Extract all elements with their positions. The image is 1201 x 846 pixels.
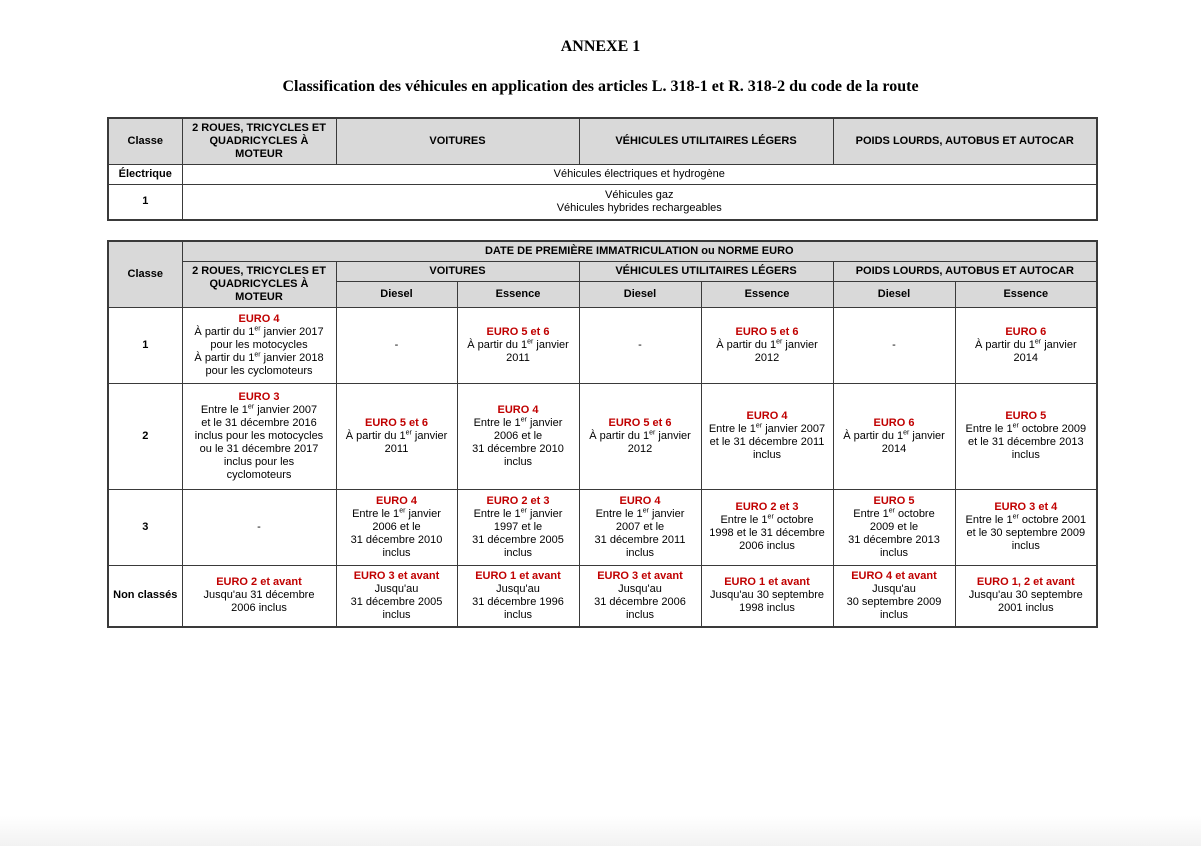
ordinal-superscript: er (1012, 513, 1019, 521)
header-cell: POIDS LOURDS, AUTOBUS ET AUTOCAR (833, 118, 1097, 164)
cell-text: janvier (405, 507, 441, 520)
euro-norm-label: EURO 1, 2 et avant (976, 576, 1075, 589)
cell-line (836, 339, 953, 352)
cell-text: janvier 2017 (260, 325, 324, 338)
ordinal-superscript: er (520, 506, 527, 514)
cell-line (836, 583, 953, 596)
cell-line (185, 365, 334, 378)
euro-norm-label: EURO 3 et 4 (994, 501, 1058, 513)
cell-line (704, 540, 831, 553)
cell-line (582, 430, 699, 443)
cell-text: 31 décembre 2011 (594, 533, 686, 546)
cell-line (185, 430, 334, 443)
ordinal-superscript: er (247, 402, 255, 410)
cell-line (582, 547, 699, 560)
cell-text: 30 septembre 2009 (846, 595, 942, 608)
cell-line (185, 602, 334, 615)
cell-text: janvier (526, 507, 563, 520)
cell-text: inclus (503, 608, 533, 621)
cell-line (339, 508, 455, 521)
euro-norm-label: EURO 3 et avant (353, 569, 440, 582)
cell-text: Jusqu'au (872, 582, 916, 595)
cell-line (704, 602, 831, 615)
cell-line (582, 508, 699, 521)
data-cell (579, 383, 701, 489)
cell-line (704, 352, 831, 365)
table-row (108, 307, 1097, 383)
cell-line (460, 596, 577, 609)
euro-norm-label: EURO 5 et 6 (608, 416, 672, 429)
header-cell: VÉHICULES UTILITAIRES LÉGERS (579, 118, 833, 164)
cell-text: Entre 1 (853, 507, 889, 520)
data-cell (579, 565, 701, 627)
data-cell (701, 489, 833, 565)
data-cell (457, 565, 579, 627)
table-row (108, 383, 1097, 489)
cell-text: 2006 et le (493, 429, 543, 442)
cell-text: janvier 2007 (762, 423, 826, 435)
cell-text: inclus (503, 455, 533, 468)
cell-text: - (892, 338, 896, 351)
cell-line (185, 456, 334, 469)
header-cell: 2 ROUES, TRICYCLES ET QUADRICYCLES À MOTEUR (182, 118, 336, 164)
cell-text: inclus (752, 449, 782, 461)
cell-text: Entre le 1 (352, 507, 400, 520)
cell-text: janvier (526, 416, 563, 429)
data-cell (579, 307, 701, 383)
cell-line (958, 352, 1095, 365)
cell-text: À partir du 1 (194, 351, 255, 364)
cell-line (339, 521, 455, 534)
data-cell (579, 489, 701, 565)
euro-norm-label: EURO 4 (238, 312, 280, 325)
table-row (108, 184, 1097, 220)
header-cell: Diesel (833, 281, 955, 307)
ordinal-superscript: er (254, 350, 261, 358)
cell-line (836, 521, 953, 534)
cell-text: janvier (411, 429, 448, 442)
cell-line: Véhicules électriques et hydrogène (553, 167, 725, 180)
cell-line: Véhicules hybrides rechargeables (556, 201, 722, 214)
euro-norm-label: EURO 4 (497, 403, 539, 416)
cell-line (185, 443, 334, 456)
cell-line (836, 596, 953, 609)
cell-text: inclus (879, 608, 909, 621)
cell-text: Jusqu'au (374, 582, 419, 595)
cell-line (460, 339, 577, 352)
cell-line (582, 596, 699, 609)
data-cell (336, 565, 457, 627)
cell-text: - (394, 338, 399, 351)
header-cell: Essence (955, 281, 1097, 307)
data-cell (833, 489, 955, 565)
cell-text: inclus (1011, 449, 1040, 461)
cell-text: 31 décembre 2010 (350, 533, 443, 546)
cell-line (460, 609, 577, 622)
ordinal-superscript: er (755, 422, 763, 430)
cell-text: Jusqu'au 30 septembre (709, 589, 824, 602)
data-cell (833, 565, 955, 627)
cell-text: 31 décembre 2006 (594, 595, 686, 608)
cell-text: janvier 2007 (254, 403, 318, 416)
data-cell (833, 307, 955, 383)
table-row (108, 565, 1097, 627)
data-cell (701, 565, 833, 627)
header-cell: Diesel (579, 281, 701, 307)
ordinal-superscript: er (888, 506, 895, 514)
ordinal-superscript: er (405, 428, 412, 436)
cell-text: - (257, 520, 261, 533)
ordinal-superscript: er (520, 415, 527, 423)
cell-line (185, 521, 334, 534)
cell-text: janvier (1041, 338, 1077, 351)
data-cell (955, 307, 1097, 383)
cell-text: inclus (382, 608, 411, 621)
cell-line (704, 423, 831, 436)
cell-line (582, 339, 699, 352)
cell-text: Entre le 1 (965, 423, 1013, 435)
cell-line (836, 534, 953, 547)
euro-norm-label: EURO 2 et 3 (735, 501, 799, 513)
header-cell: Essence (457, 281, 579, 307)
euro-norm-label: EURO 4 (376, 494, 417, 507)
cell-line (704, 436, 831, 449)
cell-line (185, 339, 334, 352)
header-cell: 2 ROUES, TRICYCLES ET QUADRICYCLES À MOTEUR (182, 261, 336, 307)
cell-text: inclus (625, 546, 655, 559)
header-cell: VOITURES (336, 261, 579, 281)
cell-line (460, 352, 577, 365)
header-cell: Essence (701, 281, 833, 307)
cell-text: octobre (773, 514, 814, 526)
cell-text: À partir du 1 (194, 325, 255, 338)
table-header-row (108, 261, 1097, 281)
cell-line (836, 430, 953, 443)
vehicle-class-table-1 (107, 117, 1098, 221)
cell-text: inclus pour les (223, 455, 295, 468)
cell-line (582, 443, 699, 456)
cell-text: 1997 et le (493, 520, 543, 533)
cell-text: inclus (382, 546, 411, 559)
class-cell: Non classés (108, 565, 182, 627)
cell-line (460, 521, 577, 534)
header-cell: Classe (108, 118, 182, 164)
cell-line (704, 527, 831, 540)
euro-norm-label: EURO 5 (1005, 410, 1047, 422)
data-cell (336, 489, 457, 565)
cell-text: 1998 inclus (739, 602, 795, 615)
data-cell (457, 307, 579, 383)
cell-line (460, 583, 577, 596)
data-cell (182, 307, 336, 383)
cell-text: ou le 31 décembre 2017 (199, 442, 319, 455)
cell-text: janvier 2018 (260, 351, 324, 364)
cell-line (958, 449, 1095, 462)
euro-norm-label: EURO 5 et 6 (735, 325, 799, 338)
cell-text: Jusqu'au (496, 582, 540, 595)
cell-text: pour les cyclomoteurs (205, 364, 313, 377)
table-header-row (108, 118, 1097, 164)
cell-text: Entre le 1 (473, 507, 521, 520)
cell-line (185, 469, 334, 482)
data-cell (457, 489, 579, 565)
cell-line (958, 339, 1095, 352)
cell-text: et le 30 septembre 2009 (966, 527, 1086, 539)
cell-text: Entre le 1 (708, 423, 756, 435)
euro-norm-label: EURO 6 (1005, 325, 1047, 338)
header-cell: Classe (108, 241, 182, 307)
class-cell: 1 (108, 184, 182, 220)
cell-line (704, 339, 831, 352)
merged-cell (182, 184, 1097, 220)
cell-text: inclus (503, 546, 533, 559)
header-cell: DATE DE PREMIÈRE IMMATRICULATION ou NORME EURO (182, 241, 1097, 261)
euro-norm-label: EURO 5 et 6 (486, 325, 550, 338)
cell-line (836, 609, 953, 622)
data-cell (955, 383, 1097, 489)
cell-text: À partir du 1 (345, 429, 406, 442)
cell-line (582, 609, 699, 622)
ordinal-superscript: er (776, 337, 783, 345)
ordinal-superscript: er (527, 337, 534, 345)
cell-text: 2006 inclus (231, 602, 287, 615)
cell-text: janvier (782, 338, 818, 351)
cell-line (958, 527, 1095, 540)
cell-line (582, 534, 699, 547)
cell-line (836, 443, 953, 456)
data-cell (182, 565, 336, 627)
cell-text: Entre le 1 (473, 416, 521, 429)
merged-cell (182, 164, 1097, 184)
euro-norm-label: EURO 4 (619, 494, 661, 507)
cell-line (339, 547, 455, 560)
cell-text: 31 décembre 1996 (472, 595, 564, 608)
vehicle-class-table-2 (107, 240, 1098, 628)
euro-norm-label: EURO 5 (873, 494, 915, 507)
cell-line (185, 589, 334, 602)
cell-line (958, 423, 1095, 436)
euro-norm-label: EURO 3 (238, 390, 280, 403)
cell-text: 2012 (754, 351, 780, 364)
cell-text: 1998 et le 31 décembre (709, 527, 825, 539)
data-cell (955, 565, 1097, 627)
cell-line (958, 589, 1095, 602)
ordinal-superscript: er (903, 428, 910, 436)
euro-norm-label: EURO 6 (873, 416, 915, 429)
cell-line (460, 456, 577, 469)
cell-text: 2006 et le (372, 520, 421, 533)
data-cell (701, 307, 833, 383)
cell-text: 31 décembre 2013 (848, 533, 940, 546)
cell-text: - (638, 338, 642, 351)
cell-text: 2012 (627, 442, 653, 455)
euro-norm-label: EURO 2 et 3 (486, 494, 550, 507)
table-row (108, 164, 1097, 184)
ordinal-superscript: er (254, 324, 261, 332)
data-cell (955, 489, 1097, 565)
cell-text: inclus (625, 608, 655, 621)
ordinal-superscript: er (642, 506, 649, 514)
cell-text: 2001 inclus (997, 602, 1054, 615)
cell-line (460, 417, 577, 430)
euro-norm-label: EURO 2 et avant (216, 576, 302, 589)
cell-text: octobre 2009 (1018, 423, 1087, 435)
cell-text: et le 31 décembre 2016 (201, 416, 317, 429)
cell-text: Entre le 1 (595, 507, 643, 520)
cell-line (958, 436, 1095, 449)
cell-text: Jusqu'au (618, 582, 662, 595)
cell-line: Véhicules gaz (605, 188, 674, 201)
data-cell (457, 383, 579, 489)
cell-line (836, 508, 953, 521)
data-cell (182, 383, 336, 489)
cell-line (460, 430, 577, 443)
page-bottom-shade (0, 816, 1201, 846)
cell-text: cyclomoteurs (226, 468, 292, 481)
cell-line (958, 602, 1095, 615)
cell-line (582, 583, 699, 596)
header-cell: POIDS LOURDS, AUTOBUS ET AUTOCAR (833, 261, 1097, 281)
data-cell (833, 383, 955, 489)
cell-text: 2011 (506, 351, 530, 364)
cell-text: pour les motocycles (210, 338, 308, 351)
cell-line (582, 521, 699, 534)
cell-line (185, 404, 334, 417)
cell-text: octobre 2001 (1018, 514, 1087, 526)
cell-line (339, 339, 455, 352)
data-cell (701, 383, 833, 489)
ordinal-superscript: er (1034, 337, 1042, 345)
cell-text: À partir du 1 (716, 338, 777, 351)
data-cell (336, 307, 457, 383)
cell-text: 2011 (384, 442, 409, 455)
cell-text: janvier (655, 429, 691, 442)
euro-norm-label: EURO 1 et avant (724, 576, 810, 589)
ordinal-superscript: er (767, 513, 774, 521)
header-cell: VOITURES (336, 118, 579, 164)
cell-line (339, 596, 455, 609)
cell-line (958, 540, 1095, 553)
cell-text: janvier (648, 507, 685, 520)
cell-line (339, 609, 455, 622)
cell-text: Entre le 1 (200, 403, 248, 416)
cell-line (339, 443, 455, 456)
cell-line (339, 583, 455, 596)
euro-norm-label: EURO 4 (746, 410, 788, 422)
header-cell: Diesel (336, 281, 457, 307)
cell-line (460, 508, 577, 521)
cell-text: À partir du 1 (467, 338, 528, 351)
cell-text: inclus pour les motocycles (194, 429, 324, 442)
header-cell: VÉHICULES UTILITAIRES LÉGERS (579, 261, 833, 281)
cell-text: 31 décembre 2005 (350, 595, 443, 608)
cell-text: 2006 inclus (739, 540, 795, 552)
cell-text: inclus (1011, 540, 1040, 552)
cell-text: 2014 (1013, 351, 1039, 364)
cell-text: 31 décembre 2010 (472, 442, 564, 455)
cell-text: Entre le 1 (720, 514, 768, 526)
cell-text: 31 décembre 2005 (472, 533, 564, 546)
cell-text: Jusqu'au 31 décembre (203, 589, 315, 602)
cell-text: octobre (894, 507, 935, 520)
table-header-row (108, 241, 1097, 261)
cell-text: et le 31 décembre 2013 (968, 436, 1084, 448)
class-cell: 3 (108, 489, 182, 565)
euro-norm-label: EURO 5 et 6 (365, 416, 428, 429)
cell-line (339, 430, 455, 443)
cell-text: 2009 et le (869, 520, 919, 533)
cell-text: À partir du 1 (589, 429, 650, 442)
cell-line (339, 534, 455, 547)
class-cell: 2 (108, 383, 182, 489)
cell-text: 2014 (881, 442, 907, 455)
cell-text: À partir du 1 (974, 338, 1035, 351)
data-cell (182, 489, 336, 565)
annex-title: ANNEXE 1 (560, 38, 641, 55)
euro-norm-label: EURO 4 et avant (851, 569, 937, 582)
cell-text: À partir du 1 (843, 429, 904, 442)
cell-text: 2007 et le (615, 520, 665, 533)
cell-line (185, 417, 334, 430)
cell-text: et le 31 décembre 2011 (709, 436, 825, 448)
ordinal-superscript: er (399, 506, 406, 514)
ordinal-superscript: er (1012, 422, 1019, 430)
cell-text: Entre le 1 (965, 514, 1013, 526)
class-cell: 1 (108, 307, 182, 383)
cell-text: inclus (879, 546, 909, 559)
cell-text: janvier (909, 429, 945, 442)
cell-line (460, 547, 577, 560)
cell-text: Jusqu'au 30 septembre (968, 589, 1083, 602)
cell-line (704, 449, 831, 462)
class-cell: Électrique (108, 164, 182, 184)
cell-line (836, 547, 953, 560)
cell-line (460, 443, 577, 456)
table-row (108, 489, 1097, 565)
cell-line (704, 514, 831, 527)
euro-norm-label: EURO 3 et avant (597, 569, 683, 582)
cell-text: janvier (533, 338, 569, 351)
euro-norm-label: EURO 1 et avant (475, 569, 561, 582)
cell-line (958, 514, 1095, 527)
cell-line (704, 589, 831, 602)
page-title: Classification des véhicules en application des articles L. 318-1 et R. 318-2 du code de la route (282, 78, 919, 95)
data-cell (336, 383, 457, 489)
cell-line (185, 352, 334, 365)
cell-line (460, 534, 577, 547)
ordinal-superscript: er (649, 428, 656, 436)
cell-line (185, 326, 334, 339)
